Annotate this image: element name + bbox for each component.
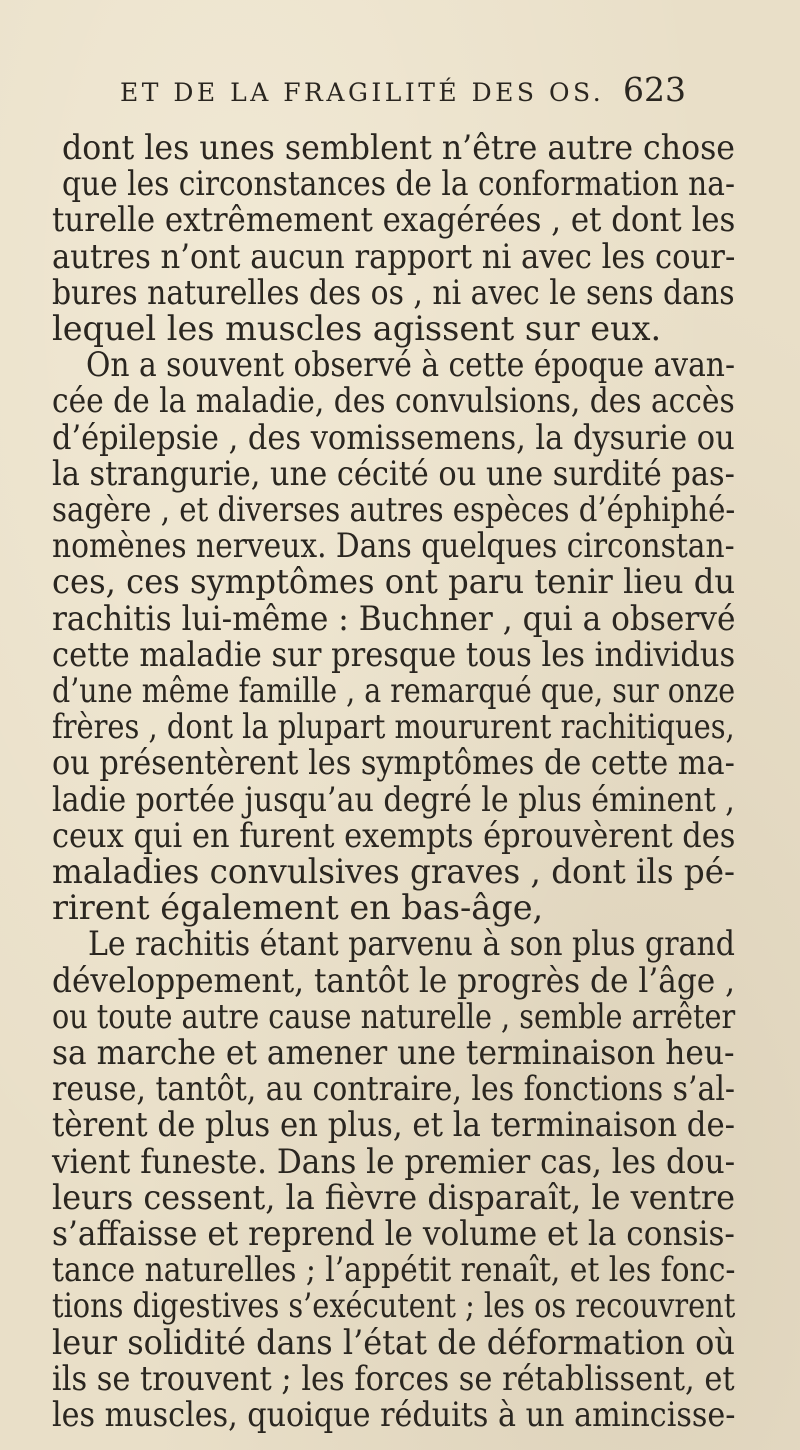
text-line: tance naturelles ; l’appétit renaît, et les fonc- [52, 1250, 736, 1290]
text-line: sagère , et diverses autres espèces d’éphiphé- [52, 490, 736, 529]
text-line: ceux qui en furent exempts éprouvèrent des [52, 815, 736, 855]
text-line: lequel les muscles agissent sur eux. [52, 309, 662, 348]
text-line: que les circonstances de la conformation na- [62, 164, 735, 204]
text-line: rachitis lui-même : Buchner , qui a observé [52, 598, 736, 638]
text-line: rirent également en bas-âge, [52, 888, 544, 928]
text-line: dont les unes semblent n’être autre chose [62, 128, 735, 167]
text-line: Le rachitis étant parvenu à son plus grand [88, 924, 735, 964]
text-line: ces, ces symptômes ont paru tenir lieu du [52, 562, 736, 602]
page-header [120, 70, 686, 120]
text-line: turelle extrêmement exagérées , et dont les [52, 200, 736, 240]
text-line: s’affaisse et reprend le volume et la consis- [52, 1214, 735, 1253]
text-line: d’une même famille , a remarqué que, sur onze [52, 671, 736, 710]
text-line: développement, tantôt le progrès de l’âge , [52, 960, 736, 1000]
text-line: ladie portée jusqu’au degré le plus éminent , [52, 779, 735, 819]
text-line: On a souvent observé à cette époque avan- [86, 345, 736, 385]
text-line: vient funeste. Dans le premier cas, les dou- [52, 1141, 736, 1181]
text-line: autres n’ont aucun rapport ni avec les cour- [52, 236, 736, 276]
text-line: sa marche et amener une terminaison heu- [52, 1033, 735, 1072]
page-number: 623 [623, 70, 686, 109]
text-line: leurs cessent, la fièvre disparaît, le ventre [52, 1177, 736, 1217]
text-line: ils se trouvent ; les forces se rétablissent, et [52, 1358, 735, 1398]
text-line: tèrent de plus en plus, et la terminaison de- [52, 1105, 736, 1145]
text-line: la strangurie, une cécité ou une surdité pas- [52, 453, 735, 493]
text-line: bures naturelles des os , ni avec le sens dans [52, 272, 735, 312]
text-line: reuse, tantôt, au contraire, les fonctions s’al- [52, 1069, 736, 1109]
running-title: ET DE LA FRAGILITÉ DES OS. [120, 78, 605, 107]
text-line: les muscles, quoique réduits à un amincisse- [52, 1395, 736, 1434]
text-line: d’épilepsie , des vomissemens, la dysurie ou [52, 417, 735, 457]
text-line: maladies convulsives graves , dont ils pé- [52, 852, 735, 891]
text-line: ou présentèrent les symptômes de cette ma- [52, 743, 735, 783]
text-line: frères , dont la plupart moururent rachitiques, [52, 707, 735, 747]
text-line: ou toute autre cause naturelle , semble arrêter [52, 996, 736, 1036]
text-line: nomènes nerveux. Dans quelques circonstan- [52, 526, 735, 566]
text-line: leur solidité dans l’état de déformation où [52, 1322, 736, 1362]
text-line: tions digestives s’exécutent ; les os recouvrent [52, 1286, 736, 1326]
text-line: cée de la maladie, des convulsions, des accès [52, 381, 735, 421]
text-line: cette maladie sur presque tous les individus [52, 634, 736, 674]
